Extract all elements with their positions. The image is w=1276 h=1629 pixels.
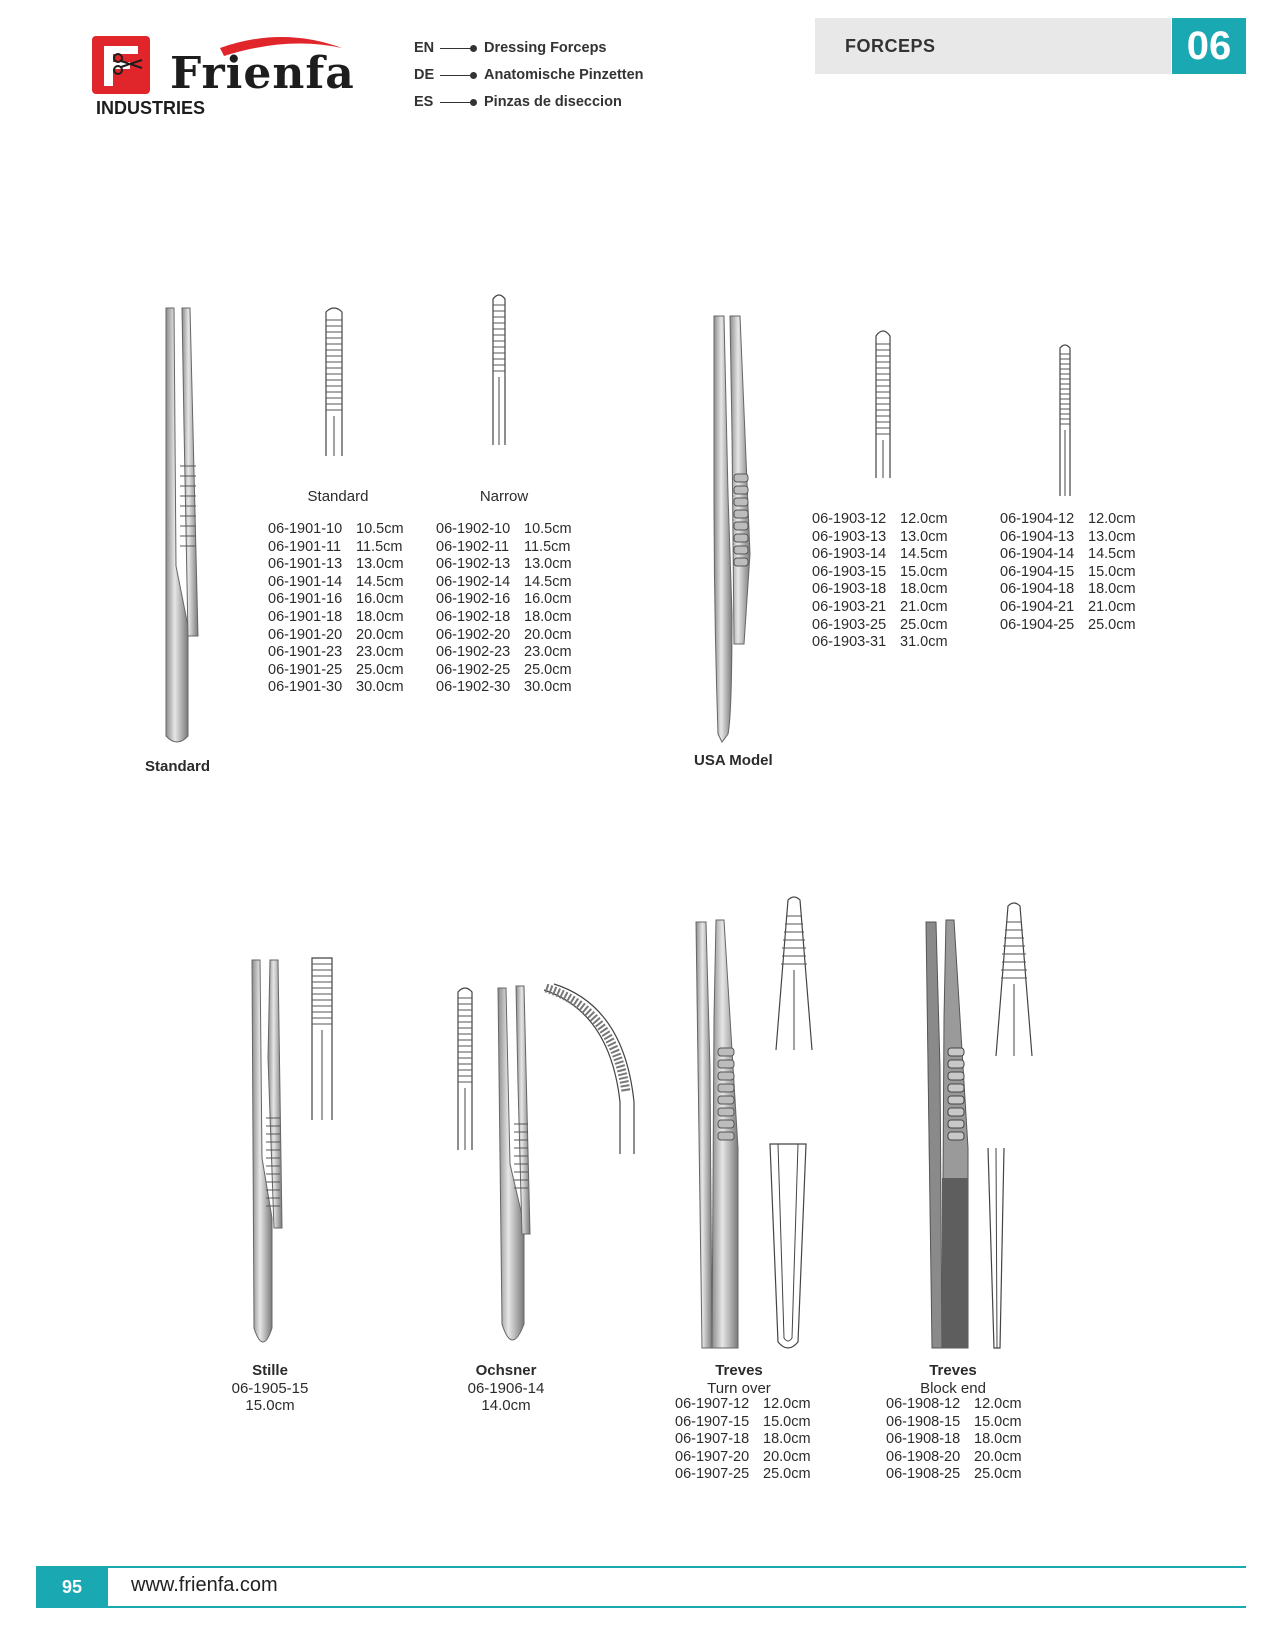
item-code: 06-1904-14 (1000, 546, 1075, 563)
narrow-code-list (436, 521, 572, 697)
ochsner-curved-tip-icon (540, 982, 630, 1154)
list-item (812, 529, 948, 547)
section-number-badge: 06 (1172, 18, 1246, 74)
website-link[interactable]: www.frienfa.com (131, 1574, 278, 1596)
item-code: 06-1901-18 (268, 608, 343, 625)
item-size: 11.5cm (524, 538, 571, 555)
item-code: 06-1904-25 (1000, 616, 1075, 633)
item-code: 06-1902-18 (436, 608, 511, 625)
treves-block-end-name: Treves (929, 1362, 977, 1379)
item-size: 10.5cm (356, 521, 404, 537)
item-code: 06-1901-30 (268, 679, 343, 696)
item-size: 13.0cm (900, 528, 948, 545)
treves-block-end-variant: Block end (920, 1380, 986, 1397)
usa-code-list-a (812, 511, 948, 652)
item-code: 06-1903-14 (812, 546, 887, 563)
item-code: 06-1901-25 (268, 661, 343, 678)
standard-label: Standard (145, 758, 211, 775)
item-size: 15.0cm (900, 563, 948, 580)
list-item (886, 1414, 1022, 1432)
item-size: 20.0cm (356, 626, 404, 643)
item-code: 06-1903-18 (812, 581, 887, 598)
item-size: 25.0cm (356, 661, 404, 678)
item-code: 06-1907-12 (675, 1396, 750, 1412)
item-size: 12.0cm (763, 1396, 811, 1412)
list-item (268, 627, 404, 645)
logo-subtitle: INDUSTRIES (96, 98, 206, 118)
item-code: 06-1904-15 (1000, 563, 1075, 580)
item-size: 16.0cm (356, 591, 404, 608)
item-code: 06-1907-18 (675, 1431, 750, 1448)
list-item (268, 539, 404, 557)
stille-name: Stille (252, 1362, 288, 1379)
item-size: 14.5cm (1088, 546, 1136, 563)
ochsner-tip-icon (456, 986, 474, 1150)
list-item (812, 581, 948, 599)
list-item (268, 662, 404, 680)
list-item (436, 662, 572, 680)
item-code: 06-1903-21 (812, 598, 887, 615)
usa-model-forceps-image (710, 314, 754, 744)
item-size: 18.0cm (524, 608, 572, 625)
item-size: 20.0cm (763, 1448, 811, 1465)
stille-forceps-image (250, 958, 286, 1350)
item-size: 12.0cm (900, 511, 948, 527)
item-code: 06-1902-20 (436, 626, 511, 643)
connector-dot-icon (440, 48, 474, 49)
item-size: 25.0cm (763, 1466, 811, 1483)
treves-turn-over-end-icon (768, 1142, 808, 1352)
list-item (436, 591, 572, 609)
standard-tip-label: Standard (307, 488, 369, 505)
item-code: 06-1903-12 (812, 511, 887, 527)
stille-size: 15.0cm (245, 1397, 295, 1414)
language-code: ES (414, 94, 434, 110)
stille-code: 06-1905-15 (231, 1380, 309, 1397)
list-item (1000, 617, 1136, 635)
section-title: FORCEPS (845, 36, 936, 56)
usa-tip-b-icon (1058, 344, 1072, 496)
item-code: 06-1902-30 (436, 679, 511, 696)
list-item (436, 627, 572, 645)
item-size: 14.5cm (900, 546, 948, 563)
item-size: 12.0cm (1088, 511, 1136, 527)
item-size: 25.0cm (524, 661, 572, 678)
list-item (1000, 511, 1136, 529)
item-size: 18.0cm (1088, 581, 1136, 598)
list-item (812, 511, 948, 529)
item-size: 18.0cm (356, 608, 404, 625)
treves-turn-over-code-list (675, 1396, 811, 1484)
list-item (268, 609, 404, 627)
item-size: 18.0cm (974, 1431, 1022, 1448)
list-item (675, 1431, 811, 1449)
language-line-de (414, 67, 644, 83)
logo-wordmark: Frienfa (170, 48, 355, 99)
item-size: 25.0cm (900, 616, 948, 633)
item-code: 06-1908-18 (886, 1431, 961, 1448)
item-size: 15.0cm (763, 1413, 811, 1430)
item-code: 06-1907-15 (675, 1413, 750, 1430)
item-code: 06-1908-15 (886, 1413, 961, 1430)
item-size: 11.5cm (356, 538, 403, 555)
list-item (886, 1396, 1022, 1414)
item-code: 06-1901-10 (268, 521, 343, 537)
item-code: 06-1902-14 (436, 573, 511, 590)
usa-model-label: USA Model (694, 752, 773, 769)
list-item (436, 679, 572, 697)
list-item (812, 546, 948, 564)
item-code: 06-1903-13 (812, 528, 887, 545)
item-code: 06-1901-23 (268, 644, 343, 661)
list-item (1000, 546, 1136, 564)
list-item (1000, 564, 1136, 582)
item-size: 13.0cm (524, 556, 572, 573)
item-size: 20.0cm (524, 626, 572, 643)
standard-forceps-image (160, 306, 208, 746)
list-item (268, 644, 404, 662)
ochsner-name: Ochsner (475, 1362, 537, 1379)
item-size: 14.5cm (356, 573, 404, 590)
list-item (675, 1396, 811, 1414)
list-item (268, 679, 404, 697)
list-item (886, 1449, 1022, 1467)
item-code: 06-1903-25 (812, 616, 887, 633)
language-line-en (414, 40, 607, 56)
page-number: 95 (36, 1566, 108, 1608)
item-code: 06-1902-10 (436, 521, 511, 537)
list-item (436, 644, 572, 662)
item-size: 15.0cm (1088, 563, 1136, 580)
treves-block-end-tip-icon (994, 902, 1034, 1056)
ochsner-code: 06-1906-14 (467, 1380, 545, 1397)
item-size: 16.0cm (524, 591, 572, 608)
connector-dot-icon (440, 102, 474, 103)
treves-block-end-code-list (886, 1396, 1022, 1484)
list-item (436, 574, 572, 592)
stille-tip-icon (310, 956, 334, 1120)
treves-turn-over-variant: Turn over (707, 1380, 771, 1397)
treves-turn-over-name: Treves (715, 1362, 763, 1379)
item-code: 06-1901-13 (268, 556, 343, 573)
footer-divider-bottom (36, 1606, 1246, 1608)
list-item (436, 609, 572, 627)
item-size: 14.5cm (524, 573, 572, 590)
item-code: 06-1908-12 (886, 1396, 961, 1412)
ochsner-size: 14.0cm (481, 1397, 531, 1414)
item-code: 06-1902-16 (436, 591, 511, 608)
language-line-es (414, 94, 622, 110)
item-code: 06-1904-21 (1000, 598, 1075, 615)
item-code: 06-1903-31 (812, 634, 887, 651)
item-size: 18.0cm (900, 581, 948, 598)
item-code: 06-1901-20 (268, 626, 343, 643)
item-size: 13.0cm (1088, 528, 1136, 545)
list-item (886, 1466, 1022, 1484)
list-item (812, 617, 948, 635)
item-size: 12.0cm (974, 1396, 1022, 1412)
item-size: 30.0cm (356, 679, 404, 696)
language-code: EN (414, 40, 435, 56)
list-item (812, 599, 948, 617)
item-code: 06-1902-13 (436, 556, 511, 573)
item-size: 10.5cm (524, 521, 572, 537)
narrow-tip-icon (491, 293, 507, 445)
item-size: 21.0cm (1088, 598, 1136, 615)
footer-divider-top (36, 1566, 1246, 1568)
list-item (886, 1431, 1022, 1449)
item-size: 30.0cm (524, 679, 572, 696)
item-code: 06-1904-13 (1000, 528, 1075, 545)
item-size: 18.0cm (763, 1431, 811, 1448)
language-term: Anatomische Pinzetten (484, 67, 644, 83)
item-code: 06-1907-20 (675, 1448, 750, 1465)
list-item (675, 1414, 811, 1432)
standard-tip-icon (324, 306, 344, 456)
list-item (675, 1449, 811, 1467)
treves-turn-over-tip-icon (774, 896, 814, 1050)
narrow-tip-label: Narrow (479, 488, 529, 505)
list-item (812, 564, 948, 582)
list-item (436, 556, 572, 574)
item-code: 06-1901-14 (268, 573, 343, 590)
language-code: DE (414, 67, 435, 83)
list-item (268, 574, 404, 592)
list-item (436, 539, 572, 557)
item-code: 06-1902-11 (436, 538, 510, 555)
item-code: 06-1901-11 (268, 538, 342, 555)
usa-code-list-b (1000, 511, 1136, 634)
connector-dot-icon (440, 75, 474, 76)
item-code: 06-1904-12 (1000, 511, 1075, 527)
treves-block-end-forceps-image (924, 918, 972, 1350)
list-item (812, 634, 948, 652)
item-size: 25.0cm (1088, 616, 1136, 633)
item-code: 06-1901-16 (268, 591, 343, 608)
list-item (268, 591, 404, 609)
item-size: 20.0cm (974, 1448, 1022, 1465)
item-size: 23.0cm (356, 644, 404, 661)
item-size: 15.0cm (974, 1413, 1022, 1430)
language-term: Dressing Forceps (484, 40, 607, 56)
standard-code-list (268, 521, 404, 697)
item-size: 31.0cm (900, 634, 948, 651)
item-code: 06-1908-25 (886, 1466, 961, 1483)
list-item (675, 1466, 811, 1484)
list-item (1000, 599, 1136, 617)
treves-turn-over-forceps-image (694, 918, 742, 1350)
list-item (268, 521, 404, 539)
treves-block-end-end-icon (986, 1146, 1006, 1350)
item-size: 25.0cm (974, 1466, 1022, 1483)
item-code: 06-1902-23 (436, 644, 511, 661)
item-code: 06-1908-20 (886, 1448, 961, 1465)
usa-tip-a-icon (874, 328, 892, 478)
item-size: 21.0cm (900, 598, 948, 615)
list-item (268, 556, 404, 574)
item-size: 13.0cm (356, 556, 404, 573)
item-code: 06-1907-25 (675, 1466, 750, 1483)
item-code: 06-1903-15 (812, 563, 887, 580)
list-item (1000, 581, 1136, 599)
list-item (436, 521, 572, 539)
item-size: 23.0cm (524, 644, 572, 661)
ochsner-forceps-image (496, 984, 536, 1350)
item-code: 06-1904-18 (1000, 581, 1075, 598)
list-item (1000, 529, 1136, 547)
item-code: 06-1902-25 (436, 661, 511, 678)
language-term: Pinzas de diseccion (484, 94, 622, 110)
